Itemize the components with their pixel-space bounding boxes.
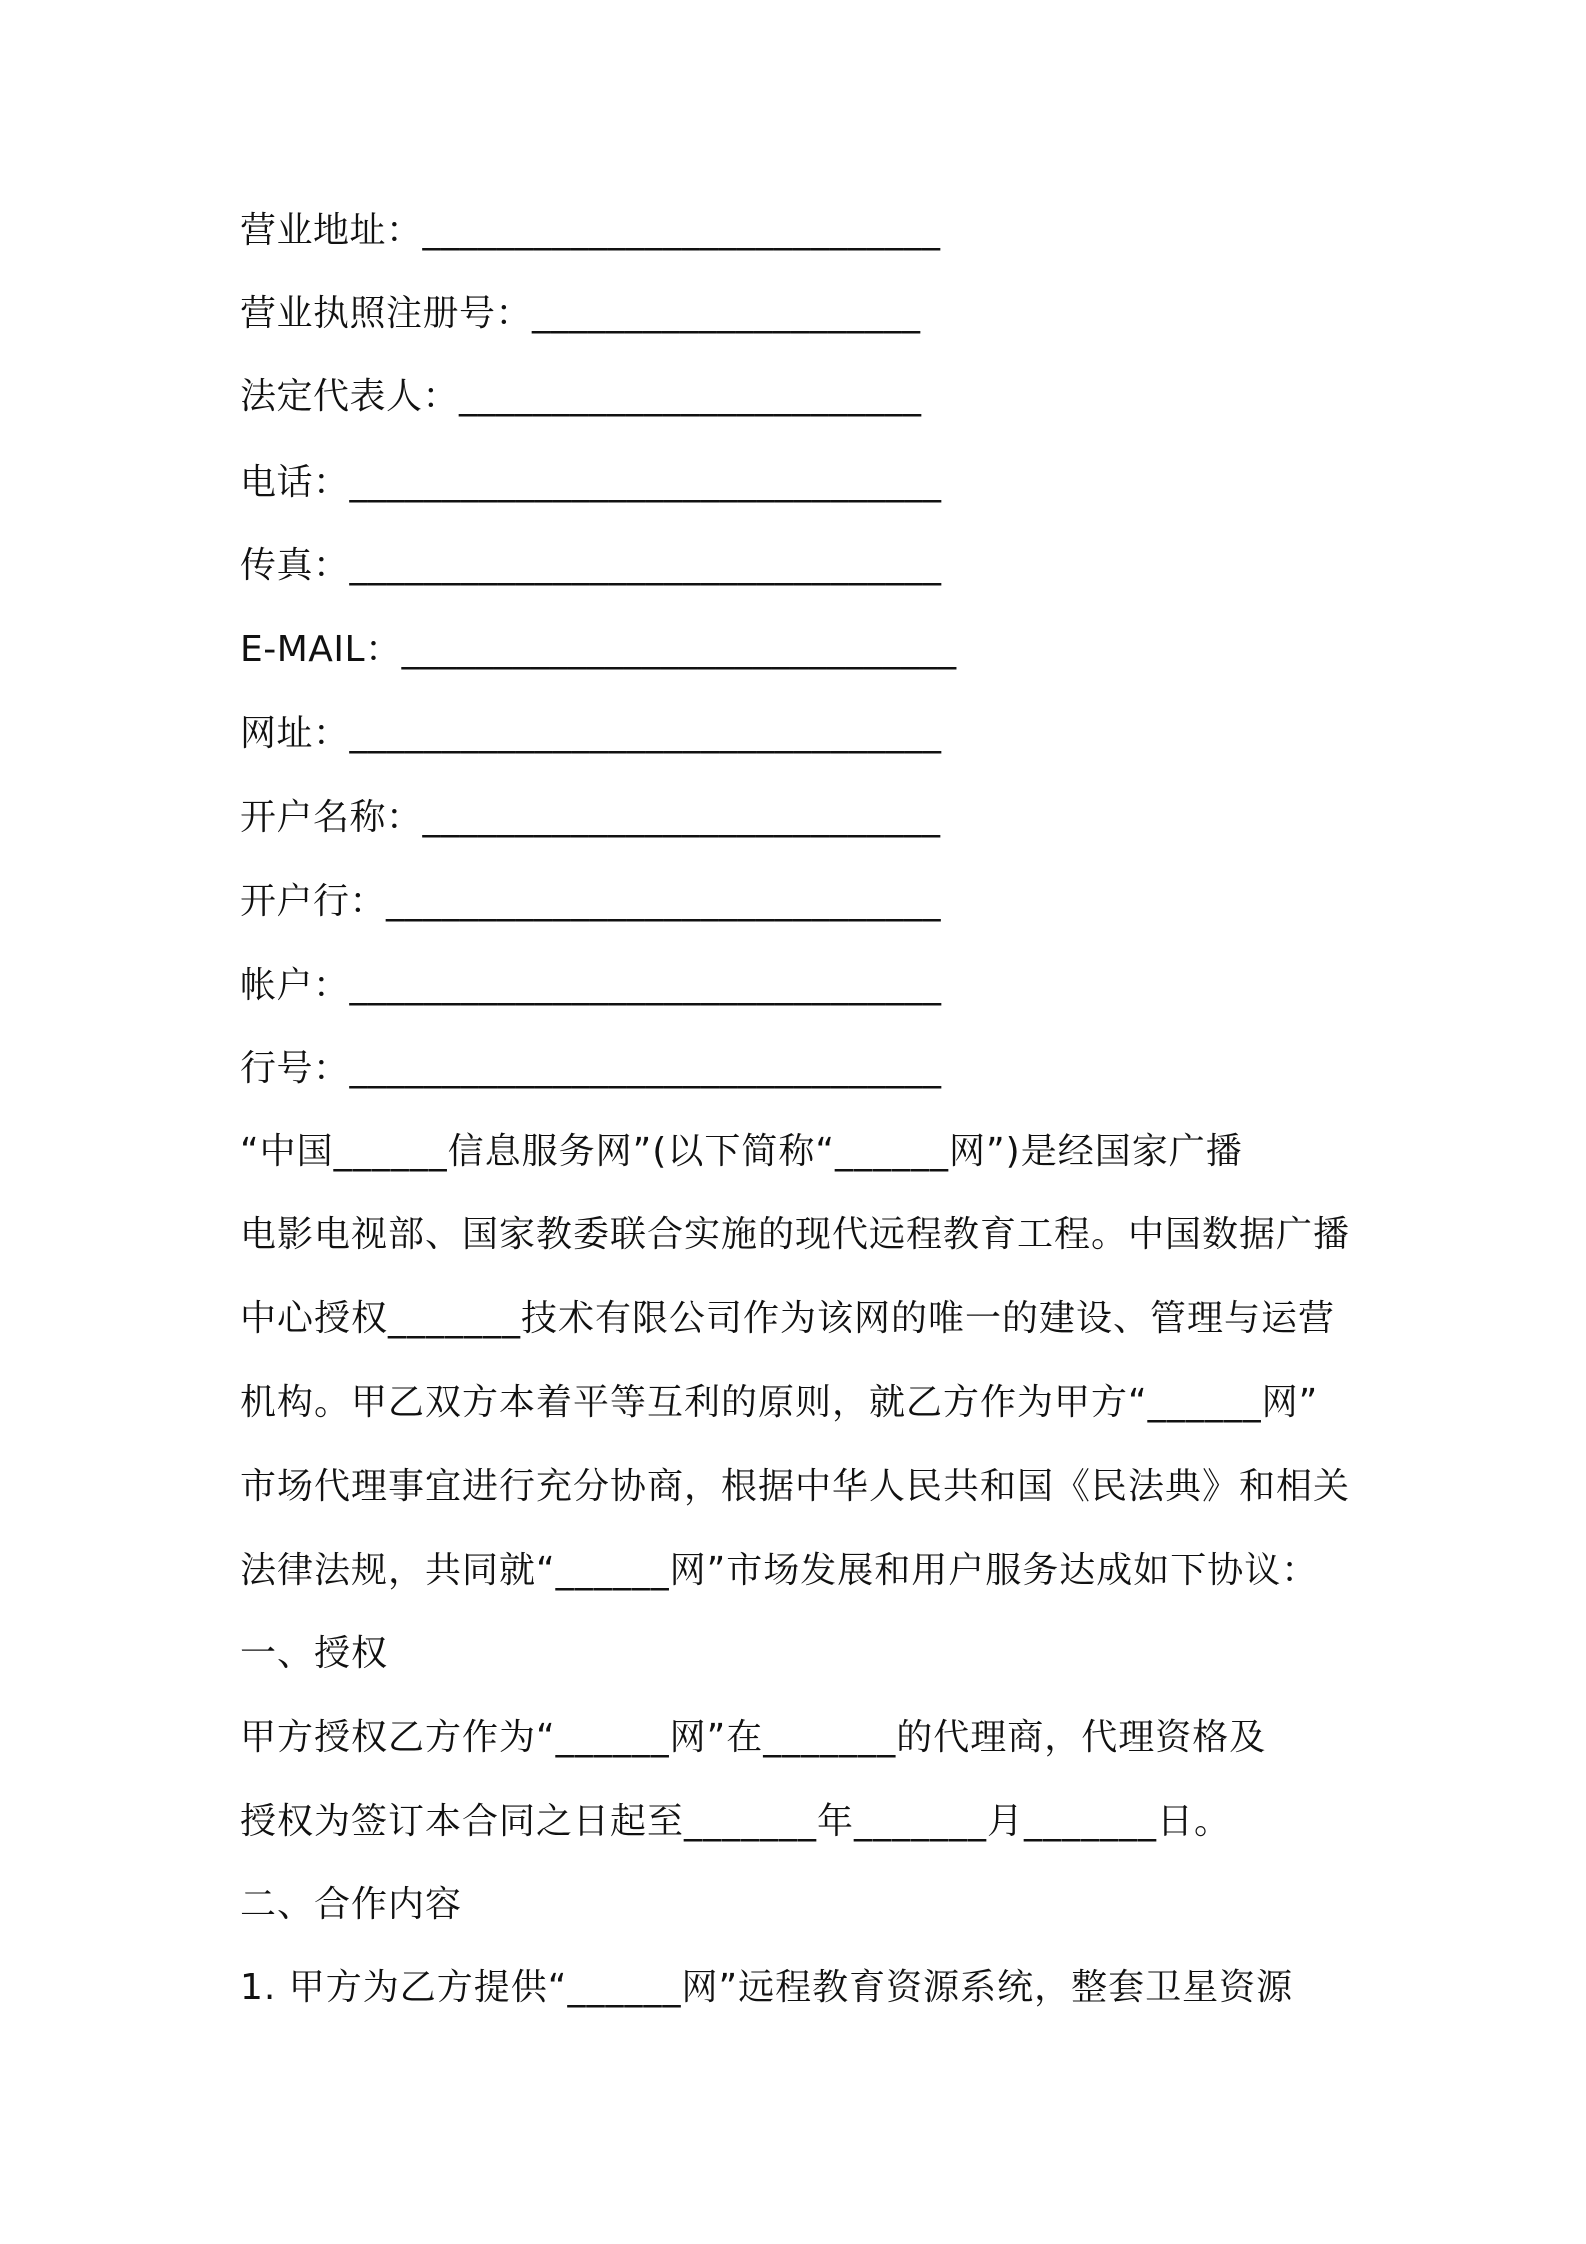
field-business-address: 营业地址：____________________________ <box>240 210 941 251</box>
field-bank-code: 行号：________________________________ <box>240 1048 942 1089</box>
field-website: 网址：________________________________ <box>240 713 942 754</box>
field-phone: 电话：________________________________ <box>240 462 942 503</box>
section-1-line-2: 授权为签订本合同之日起至_______年_______月_______日。 <box>240 1801 1232 1842</box>
field-bank: 开户行：______________________________ <box>240 881 942 922</box>
intro-line-3: 中心授权_______技术有限公司作为该网的唯一的建设、管理与运营 <box>240 1298 1336 1339</box>
intro-line-2: 电影电视部、国家教委联合实施的现代远程教育工程。中国数据广播 <box>240 1214 1351 1255</box>
intro-line-1: “中国______信息服务网”(以下简称“______网”)是经国家广播 <box>240 1131 1243 1172</box>
section-1-title: 一、授权 <box>240 1633 389 1674</box>
field-account: 帐户：________________________________ <box>240 965 942 1006</box>
section-2-title: 二、合作内容 <box>240 1884 463 1925</box>
field-legal-representative: 法定代表人：_________________________ <box>240 376 922 417</box>
section-1-line-1: 甲方授权乙方作为“______网”在_______的代理商，代理资格及 <box>240 1717 1267 1758</box>
intro-line-4: 机构。甲乙双方本着平等互利的原则，就乙方作为甲方“______网” <box>240 1382 1319 1423</box>
intro-line-5: 市场代理事宜进行充分协商，根据中华人民共和国《民法典》和相关 <box>240 1466 1351 1507</box>
field-business-license-number: 营业执照注册号：_____________________ <box>240 293 921 334</box>
field-fax: 传真：________________________________ <box>240 545 942 586</box>
section-2-item-1: 1. 甲方为乙方提供“______网”远程教育资源系统，整套卫星资源 <box>240 1967 1294 2008</box>
field-email: E-MAIL：______________________________ <box>240 629 957 670</box>
field-account-name: 开户名称：____________________________ <box>240 797 941 838</box>
intro-line-6: 法律法规，共同就“______网”市场发展和用户服务达成如下协议： <box>240 1550 1319 1591</box>
